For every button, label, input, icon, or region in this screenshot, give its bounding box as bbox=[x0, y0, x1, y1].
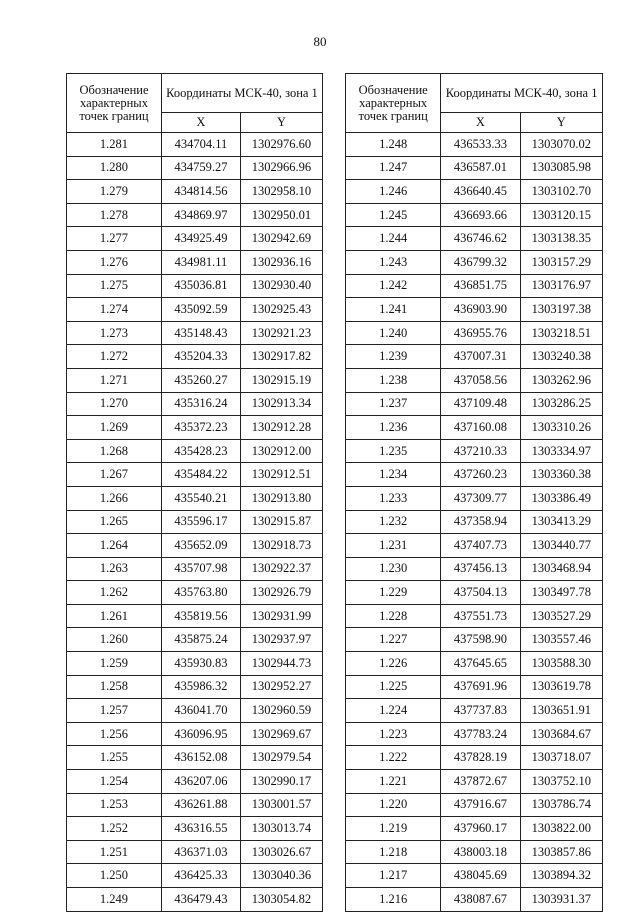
y-coordinate-cell: 1303040.36 bbox=[240, 864, 322, 888]
point-id-cell: 1.273 bbox=[67, 321, 162, 345]
y-coordinate-cell: 1303334.97 bbox=[520, 439, 602, 463]
y-coordinate-cell: 1303557.46 bbox=[520, 628, 602, 652]
x-coordinate-cell: 435819.56 bbox=[161, 604, 240, 628]
table-row bbox=[67, 888, 323, 912]
y-coordinate-cell: 1302990.17 bbox=[240, 770, 322, 794]
x-coordinate-cell: 437309.77 bbox=[441, 486, 520, 510]
coords-header: Координаты МСК-40, зона 1 bbox=[441, 74, 603, 113]
table-row bbox=[67, 156, 323, 180]
point-id-cell: 1.216 bbox=[346, 888, 441, 912]
y-coordinate-cell: 1303497.78 bbox=[520, 581, 602, 605]
x-coordinate-cell: 435875.24 bbox=[161, 628, 240, 652]
table-row bbox=[346, 722, 603, 746]
table-row bbox=[346, 652, 603, 676]
table-row bbox=[67, 722, 323, 746]
y-coordinate-cell: 1302915.87 bbox=[240, 510, 322, 534]
point-id-cell: 1.247 bbox=[346, 156, 441, 180]
y-coordinate-cell: 1303157.29 bbox=[520, 250, 602, 274]
point-id-cell: 1.266 bbox=[67, 486, 162, 510]
y-coordinate-cell: 1303176.97 bbox=[520, 274, 602, 298]
table-row bbox=[67, 416, 323, 440]
point-id-cell: 1.268 bbox=[67, 439, 162, 463]
x-coordinate-cell: 438003.18 bbox=[441, 840, 520, 864]
table-row bbox=[346, 180, 603, 204]
table-row bbox=[346, 439, 603, 463]
x-coordinate-cell: 437407.73 bbox=[441, 534, 520, 558]
point-id-cell: 1.231 bbox=[346, 534, 441, 558]
y-coordinate-cell: 1302960.59 bbox=[240, 699, 322, 723]
point-id-cell: 1.260 bbox=[67, 628, 162, 652]
point-label-header: Обозначение характерных точек границ bbox=[346, 74, 441, 133]
table-row bbox=[346, 675, 603, 699]
x-coordinate-cell: 437210.33 bbox=[441, 439, 520, 463]
y-header: Y bbox=[520, 113, 602, 133]
y-coordinate-cell: 1303386.49 bbox=[520, 486, 602, 510]
point-id-cell: 1.275 bbox=[67, 274, 162, 298]
table-row bbox=[67, 534, 323, 558]
coords-header: Координаты МСК-40, зона 1 bbox=[161, 74, 322, 113]
x-coordinate-cell: 435260.27 bbox=[161, 368, 240, 392]
x-coordinate-cell: 435428.23 bbox=[161, 439, 240, 463]
point-id-cell: 1.245 bbox=[346, 203, 441, 227]
point-id-cell: 1.223 bbox=[346, 722, 441, 746]
point-id-cell: 1.233 bbox=[346, 486, 441, 510]
point-id-cell: 1.261 bbox=[67, 604, 162, 628]
y-coordinate-cell: 1302966.96 bbox=[240, 156, 322, 180]
table-row bbox=[67, 250, 323, 274]
y-coordinate-cell: 1303262.96 bbox=[520, 368, 602, 392]
x-coordinate-cell: 435148.43 bbox=[161, 321, 240, 345]
x-coordinate-cell: 434981.11 bbox=[161, 250, 240, 274]
table-row bbox=[67, 817, 323, 841]
table-row bbox=[67, 274, 323, 298]
point-id-cell: 1.250 bbox=[67, 864, 162, 888]
table-row bbox=[346, 227, 603, 251]
y-coordinate-cell: 1302944.73 bbox=[240, 652, 322, 676]
x-coordinate-cell: 436903.90 bbox=[441, 298, 520, 322]
table-row bbox=[346, 274, 603, 298]
y-coordinate-cell: 1303310.26 bbox=[520, 416, 602, 440]
x-coordinate-cell: 437551.73 bbox=[441, 604, 520, 628]
x-coordinate-cell: 436479.43 bbox=[161, 888, 240, 912]
table-row bbox=[67, 675, 323, 699]
x-coordinate-cell: 436587.01 bbox=[441, 156, 520, 180]
y-coordinate-cell: 1302921.23 bbox=[240, 321, 322, 345]
x-coordinate-cell: 436851.75 bbox=[441, 274, 520, 298]
y-coordinate-cell: 1303054.82 bbox=[240, 888, 322, 912]
y-coordinate-cell: 1303440.77 bbox=[520, 534, 602, 558]
point-id-cell: 1.221 bbox=[346, 770, 441, 794]
point-id-cell: 1.217 bbox=[346, 864, 441, 888]
table-row bbox=[67, 298, 323, 322]
table-row bbox=[346, 510, 603, 534]
x-coordinate-cell: 434704.11 bbox=[161, 133, 240, 157]
y-coordinate-cell: 1303931.37 bbox=[520, 888, 602, 912]
y-coordinate-cell: 1303468.94 bbox=[520, 557, 602, 581]
coordinates-table-right bbox=[345, 73, 603, 912]
y-coordinate-cell: 1302918.73 bbox=[240, 534, 322, 558]
y-coordinate-cell: 1302952.27 bbox=[240, 675, 322, 699]
point-id-cell: 1.225 bbox=[346, 675, 441, 699]
y-coordinate-cell: 1303360.38 bbox=[520, 463, 602, 487]
table-row bbox=[67, 793, 323, 817]
x-header: X bbox=[161, 113, 240, 133]
table-row bbox=[346, 345, 603, 369]
x-coordinate-cell: 436955.76 bbox=[441, 321, 520, 345]
table-row bbox=[67, 581, 323, 605]
point-id-cell: 1.259 bbox=[67, 652, 162, 676]
point-id-cell: 1.278 bbox=[67, 203, 162, 227]
x-coordinate-cell: 436425.33 bbox=[161, 864, 240, 888]
table-row bbox=[346, 793, 603, 817]
y-coordinate-cell: 1303413.29 bbox=[520, 510, 602, 534]
y-coordinate-cell: 1302979.54 bbox=[240, 746, 322, 770]
table-row bbox=[67, 439, 323, 463]
y-coordinate-cell: 1303070.02 bbox=[520, 133, 602, 157]
point-id-cell: 1.246 bbox=[346, 180, 441, 204]
point-id-cell: 1.219 bbox=[346, 817, 441, 841]
x-coordinate-cell: 436041.70 bbox=[161, 699, 240, 723]
point-id-cell: 1.270 bbox=[67, 392, 162, 416]
point-id-cell: 1.220 bbox=[346, 793, 441, 817]
point-id-cell: 1.274 bbox=[67, 298, 162, 322]
point-id-cell: 1.249 bbox=[67, 888, 162, 912]
x-coordinate-cell: 437872.67 bbox=[441, 770, 520, 794]
y-coordinate-cell: 1303026.67 bbox=[240, 840, 322, 864]
y-coordinate-cell: 1303752.10 bbox=[520, 770, 602, 794]
x-coordinate-cell: 437109.48 bbox=[441, 392, 520, 416]
table-row bbox=[346, 486, 603, 510]
table-row bbox=[346, 298, 603, 322]
y-coordinate-cell: 1302922.37 bbox=[240, 557, 322, 581]
point-id-cell: 1.263 bbox=[67, 557, 162, 581]
y-coordinate-cell: 1302913.80 bbox=[240, 486, 322, 510]
point-id-cell: 1.228 bbox=[346, 604, 441, 628]
point-id-cell: 1.240 bbox=[346, 321, 441, 345]
y-coordinate-cell: 1303857.86 bbox=[520, 840, 602, 864]
table-row bbox=[346, 321, 603, 345]
table-row bbox=[67, 604, 323, 628]
y-coordinate-cell: 1303619.78 bbox=[520, 675, 602, 699]
page-number: 80 bbox=[313, 34, 327, 49]
point-id-cell: 1.272 bbox=[67, 345, 162, 369]
y-coordinate-cell: 1302915.19 bbox=[240, 368, 322, 392]
x-coordinate-cell: 438087.67 bbox=[441, 888, 520, 912]
point-id-cell: 1.234 bbox=[346, 463, 441, 487]
table-row bbox=[346, 416, 603, 440]
point-id-cell: 1.230 bbox=[346, 557, 441, 581]
table-row bbox=[67, 392, 323, 416]
x-coordinate-cell: 437645.65 bbox=[441, 652, 520, 676]
table-row bbox=[67, 345, 323, 369]
table-row bbox=[346, 864, 603, 888]
x-coordinate-cell: 435092.59 bbox=[161, 298, 240, 322]
point-id-cell: 1.239 bbox=[346, 345, 441, 369]
point-id-cell: 1.265 bbox=[67, 510, 162, 534]
table-row bbox=[67, 770, 323, 794]
table-row bbox=[67, 510, 323, 534]
x-coordinate-cell: 438045.69 bbox=[441, 864, 520, 888]
table-row bbox=[346, 156, 603, 180]
table-row bbox=[346, 534, 603, 558]
point-id-cell: 1.271 bbox=[67, 368, 162, 392]
point-id-cell: 1.226 bbox=[346, 652, 441, 676]
table-row bbox=[67, 628, 323, 652]
y-coordinate-cell: 1302926.79 bbox=[240, 581, 322, 605]
y-coordinate-cell: 1302912.51 bbox=[240, 463, 322, 487]
point-id-cell: 1.229 bbox=[346, 581, 441, 605]
table-row bbox=[67, 699, 323, 723]
y-coordinate-cell: 1302912.00 bbox=[240, 439, 322, 463]
y-coordinate-cell: 1302958.10 bbox=[240, 180, 322, 204]
point-id-cell: 1.269 bbox=[67, 416, 162, 440]
y-coordinate-cell: 1302969.67 bbox=[240, 722, 322, 746]
table-row bbox=[346, 770, 603, 794]
point-id-cell: 1.241 bbox=[346, 298, 441, 322]
point-id-cell: 1.236 bbox=[346, 416, 441, 440]
point-id-cell: 1.264 bbox=[67, 534, 162, 558]
x-coordinate-cell: 434814.56 bbox=[161, 180, 240, 204]
x-coordinate-cell: 436207.06 bbox=[161, 770, 240, 794]
x-coordinate-cell: 437691.96 bbox=[441, 675, 520, 699]
y-coordinate-cell: 1302925.43 bbox=[240, 298, 322, 322]
x-coordinate-cell: 437783.24 bbox=[441, 722, 520, 746]
x-header: X bbox=[441, 113, 520, 133]
point-id-cell: 1.276 bbox=[67, 250, 162, 274]
point-id-cell: 1.262 bbox=[67, 581, 162, 605]
y-coordinate-cell: 1302930.40 bbox=[240, 274, 322, 298]
x-coordinate-cell: 435316.24 bbox=[161, 392, 240, 416]
y-coordinate-cell: 1303218.51 bbox=[520, 321, 602, 345]
table-row bbox=[67, 203, 323, 227]
table-row bbox=[67, 180, 323, 204]
table-row bbox=[346, 699, 603, 723]
x-coordinate-cell: 434869.97 bbox=[161, 203, 240, 227]
point-id-cell: 1.238 bbox=[346, 368, 441, 392]
x-coordinate-cell: 436371.03 bbox=[161, 840, 240, 864]
y-header: Y bbox=[240, 113, 322, 133]
point-id-cell: 1.224 bbox=[346, 699, 441, 723]
point-label-header: Обозначение характерных точек границ bbox=[67, 74, 162, 133]
point-id-cell: 1.281 bbox=[67, 133, 162, 157]
y-coordinate-cell: 1302950.01 bbox=[240, 203, 322, 227]
x-coordinate-cell: 435540.21 bbox=[161, 486, 240, 510]
point-id-cell: 1.248 bbox=[346, 133, 441, 157]
table-row bbox=[346, 628, 603, 652]
table-row bbox=[67, 557, 323, 581]
x-coordinate-cell: 437160.08 bbox=[441, 416, 520, 440]
y-coordinate-cell: 1303527.29 bbox=[520, 604, 602, 628]
x-coordinate-cell: 436261.88 bbox=[161, 793, 240, 817]
table-row bbox=[346, 817, 603, 841]
y-coordinate-cell: 1303718.07 bbox=[520, 746, 602, 770]
point-id-cell: 1.237 bbox=[346, 392, 441, 416]
x-coordinate-cell: 435707.98 bbox=[161, 557, 240, 581]
point-id-cell: 1.277 bbox=[67, 227, 162, 251]
point-id-cell: 1.253 bbox=[67, 793, 162, 817]
table-row bbox=[67, 227, 323, 251]
x-coordinate-cell: 436533.33 bbox=[441, 133, 520, 157]
x-coordinate-cell: 437960.17 bbox=[441, 817, 520, 841]
y-coordinate-cell: 1303684.67 bbox=[520, 722, 602, 746]
x-coordinate-cell: 437260.23 bbox=[441, 463, 520, 487]
y-coordinate-cell: 1303894.32 bbox=[520, 864, 602, 888]
table-row bbox=[67, 368, 323, 392]
table-body-right bbox=[346, 133, 603, 912]
point-id-cell: 1.235 bbox=[346, 439, 441, 463]
x-coordinate-cell: 435596.17 bbox=[161, 510, 240, 534]
x-coordinate-cell: 435930.83 bbox=[161, 652, 240, 676]
point-id-cell: 1.252 bbox=[67, 817, 162, 841]
table-row bbox=[67, 840, 323, 864]
x-coordinate-cell: 436693.66 bbox=[441, 203, 520, 227]
table-row bbox=[346, 581, 603, 605]
table-row bbox=[346, 604, 603, 628]
y-coordinate-cell: 1302942.69 bbox=[240, 227, 322, 251]
table-row bbox=[346, 557, 603, 581]
table-row bbox=[67, 133, 323, 157]
point-id-cell: 1.279 bbox=[67, 180, 162, 204]
point-id-cell: 1.243 bbox=[346, 250, 441, 274]
x-coordinate-cell: 436152.08 bbox=[161, 746, 240, 770]
point-id-cell: 1.227 bbox=[346, 628, 441, 652]
table-row bbox=[346, 203, 603, 227]
point-id-cell: 1.255 bbox=[67, 746, 162, 770]
y-coordinate-cell: 1303085.98 bbox=[520, 156, 602, 180]
y-coordinate-cell: 1303240.38 bbox=[520, 345, 602, 369]
table-row bbox=[67, 486, 323, 510]
point-id-cell: 1.254 bbox=[67, 770, 162, 794]
y-coordinate-cell: 1302976.60 bbox=[240, 133, 322, 157]
x-coordinate-cell: 435986.32 bbox=[161, 675, 240, 699]
x-coordinate-cell: 436096.95 bbox=[161, 722, 240, 746]
x-coordinate-cell: 437828.19 bbox=[441, 746, 520, 770]
y-coordinate-cell: 1303786.74 bbox=[520, 793, 602, 817]
y-coordinate-cell: 1303588.30 bbox=[520, 652, 602, 676]
y-coordinate-cell: 1303102.70 bbox=[520, 180, 602, 204]
x-coordinate-cell: 435372.23 bbox=[161, 416, 240, 440]
y-coordinate-cell: 1303120.15 bbox=[520, 203, 602, 227]
x-coordinate-cell: 437058.56 bbox=[441, 368, 520, 392]
point-id-cell: 1.218 bbox=[346, 840, 441, 864]
table-row bbox=[346, 888, 603, 912]
point-id-cell: 1.267 bbox=[67, 463, 162, 487]
x-coordinate-cell: 437598.90 bbox=[441, 628, 520, 652]
point-id-cell: 1.242 bbox=[346, 274, 441, 298]
x-coordinate-cell: 437358.94 bbox=[441, 510, 520, 534]
y-coordinate-cell: 1302931.99 bbox=[240, 604, 322, 628]
table-row bbox=[346, 250, 603, 274]
x-coordinate-cell: 435763.80 bbox=[161, 581, 240, 605]
y-coordinate-cell: 1303651.91 bbox=[520, 699, 602, 723]
x-coordinate-cell: 434925.49 bbox=[161, 227, 240, 251]
coordinates-table-left bbox=[66, 73, 323, 912]
table-row bbox=[67, 463, 323, 487]
table-row bbox=[346, 368, 603, 392]
x-coordinate-cell: 436316.55 bbox=[161, 817, 240, 841]
x-coordinate-cell: 437456.13 bbox=[441, 557, 520, 581]
x-coordinate-cell: 437916.67 bbox=[441, 793, 520, 817]
x-coordinate-cell: 437504.13 bbox=[441, 581, 520, 605]
x-coordinate-cell: 435036.81 bbox=[161, 274, 240, 298]
point-id-cell: 1.280 bbox=[67, 156, 162, 180]
y-coordinate-cell: 1303013.74 bbox=[240, 817, 322, 841]
y-coordinate-cell: 1302917.82 bbox=[240, 345, 322, 369]
y-coordinate-cell: 1302936.16 bbox=[240, 250, 322, 274]
table-row bbox=[67, 321, 323, 345]
table-row bbox=[67, 746, 323, 770]
x-coordinate-cell: 437007.31 bbox=[441, 345, 520, 369]
point-id-cell: 1.232 bbox=[346, 510, 441, 534]
table-row bbox=[67, 864, 323, 888]
table-row bbox=[67, 652, 323, 676]
y-coordinate-cell: 1303822.00 bbox=[520, 817, 602, 841]
x-coordinate-cell: 437737.83 bbox=[441, 699, 520, 723]
x-coordinate-cell: 435484.22 bbox=[161, 463, 240, 487]
table-row bbox=[346, 746, 603, 770]
point-id-cell: 1.251 bbox=[67, 840, 162, 864]
x-coordinate-cell: 435204.33 bbox=[161, 345, 240, 369]
table-row bbox=[346, 840, 603, 864]
table-row bbox=[346, 463, 603, 487]
y-coordinate-cell: 1303197.38 bbox=[520, 298, 602, 322]
point-id-cell: 1.244 bbox=[346, 227, 441, 251]
x-coordinate-cell: 436746.62 bbox=[441, 227, 520, 251]
y-coordinate-cell: 1303001.57 bbox=[240, 793, 322, 817]
x-coordinate-cell: 436799.32 bbox=[441, 250, 520, 274]
y-coordinate-cell: 1302937.97 bbox=[240, 628, 322, 652]
point-id-cell: 1.222 bbox=[346, 746, 441, 770]
point-id-cell: 1.258 bbox=[67, 675, 162, 699]
y-coordinate-cell: 1303286.25 bbox=[520, 392, 602, 416]
x-coordinate-cell: 434759.27 bbox=[161, 156, 240, 180]
y-coordinate-cell: 1303138.35 bbox=[520, 227, 602, 251]
y-coordinate-cell: 1302913.34 bbox=[240, 392, 322, 416]
point-id-cell: 1.257 bbox=[67, 699, 162, 723]
y-coordinate-cell: 1302912.28 bbox=[240, 416, 322, 440]
x-coordinate-cell: 436640.45 bbox=[441, 180, 520, 204]
point-id-cell: 1.256 bbox=[67, 722, 162, 746]
table-row bbox=[346, 392, 603, 416]
table-row bbox=[346, 133, 603, 157]
x-coordinate-cell: 435652.09 bbox=[161, 534, 240, 558]
table-body-left bbox=[67, 133, 323, 912]
